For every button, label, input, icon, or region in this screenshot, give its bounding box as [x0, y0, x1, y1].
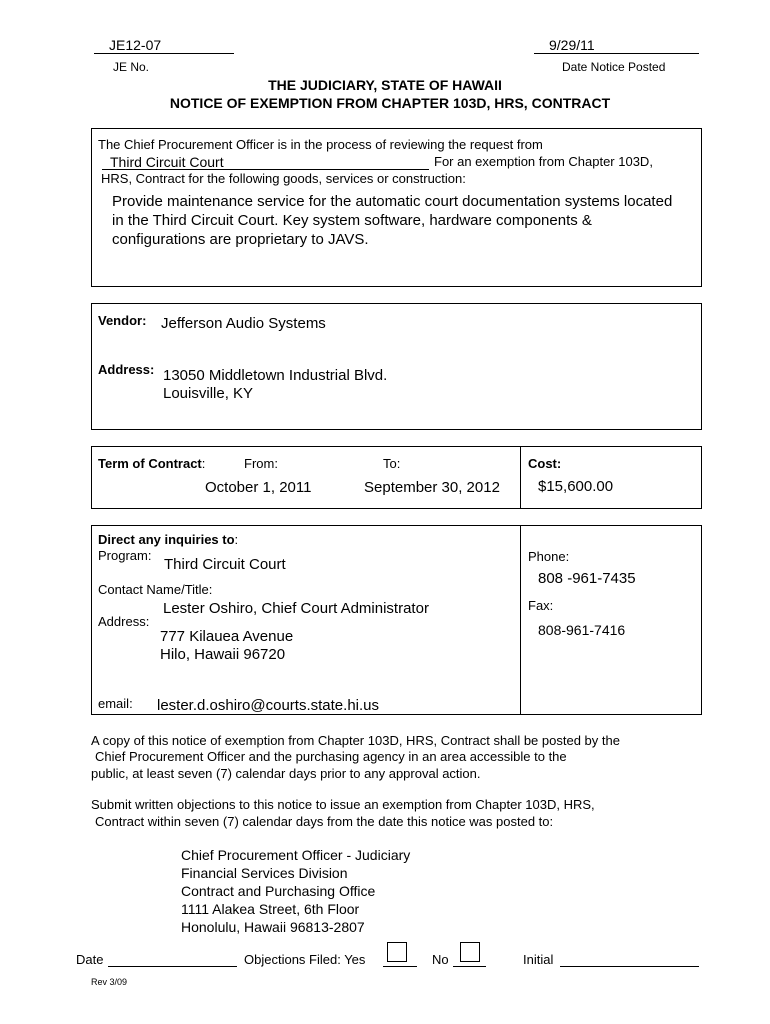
initial-field[interactable]	[560, 966, 699, 967]
je-no-underline	[94, 53, 234, 54]
from-date: October 1, 2011	[205, 479, 312, 496]
objections-yes-checkbox[interactable]	[387, 942, 407, 962]
notice-para1-line2: Chief Procurement Officer and the purchasing agency in an area accessible to the	[95, 749, 567, 764]
inquiry-address-line1: 777 Kilauea Avenue	[160, 628, 294, 645]
inquiries-box	[91, 525, 702, 715]
document-subtitle: NOTICE OF EXEMPTION FROM CHAPTER 103D, HRS, CONTRACT	[169, 95, 611, 111]
to-label: To:	[383, 456, 401, 471]
term-label: Term of Contract:	[98, 456, 206, 471]
initial-label: Initial	[523, 952, 554, 967]
from-label: From:	[244, 456, 278, 471]
fax-value: 808-961-7416	[538, 622, 626, 638]
cost-label: Cost:	[528, 456, 562, 471]
revision-note: Rev 3/09	[91, 977, 128, 987]
contact-value: Lester Oshiro, Chief Court Administrator	[163, 600, 429, 617]
objections-yes-underline	[383, 966, 417, 967]
recipient-line4: 1111 Alakea Street, 6th Floor	[181, 901, 360, 917]
vendor-label: Vendor:	[98, 313, 147, 328]
description-line2: in the Third Circuit Court. Key system software, hardware components &	[112, 212, 592, 229]
recipient-line3: Contract and Purchasing Office	[181, 883, 376, 899]
date-label: Date	[76, 952, 104, 967]
phone-label: Phone:	[528, 549, 570, 564]
request-intro: The Chief Procurement Officer is in the process of reviewing the request from	[98, 137, 543, 152]
requester-name: Third Circuit Court	[110, 154, 224, 170]
no-label: No	[432, 952, 449, 967]
phone-value: 808 -961-7435	[538, 570, 636, 587]
description-line1: Provide maintenance service for the automatic court documentation systems located	[112, 193, 673, 210]
date-posted-value: 9/29/11	[549, 37, 595, 53]
notice-para2-line2: Contract within seven (7) calendar days from the date this notice was posted to:	[95, 814, 554, 829]
notice-para1-line3: public, at least seven (7) calendar days prior to any approval action.	[91, 766, 481, 781]
objections-no-checkbox[interactable]	[460, 942, 480, 962]
to-date: September 30, 2012	[364, 479, 500, 496]
request-line2: HRS, Contract for the following goods, services or construction:	[101, 171, 466, 186]
inquiry-address-line2: Hilo, Hawaii 96720	[160, 646, 286, 663]
requester-underline	[102, 169, 429, 170]
inquiry-address-label: Address:	[98, 614, 150, 629]
exemption-text: For an exemption from Chapter 103D,	[434, 154, 653, 169]
je-no-value: JE12-07	[109, 37, 162, 53]
vendor-address-line1: 13050 Middletown Industrial Blvd.	[163, 367, 388, 384]
inquiries-divider	[520, 525, 521, 715]
notice-para2-line1: Submit written objections to this notice to issue an exemption from Chapter 103D, HRS,	[91, 797, 595, 812]
vendor-address-line2: Louisville, KY	[163, 385, 254, 402]
je-no-label: JE No.	[113, 60, 150, 74]
date-posted-underline	[534, 53, 699, 54]
recipient-line1: Chief Procurement Officer - Judiciary	[181, 847, 411, 863]
recipient-line5: Honolulu, Hawaii 96813-2807	[181, 919, 365, 935]
description-line3: configurations are proprietary to JAVS.	[112, 231, 369, 248]
objections-no-underline	[453, 966, 486, 967]
fax-label: Fax:	[528, 598, 554, 613]
document-title: THE JUDICIARY, STATE OF HAWAII	[268, 77, 502, 93]
program-value: Third Circuit Court	[164, 556, 286, 573]
recipient-line2: Financial Services Division	[181, 865, 348, 881]
contact-label: Contact Name/Title:	[98, 582, 213, 597]
date-field[interactable]	[108, 966, 237, 967]
notice-para1-line1: A copy of this notice of exemption from Chapter 103D, HRS, Contract shall be posted by the	[91, 733, 620, 748]
cost-value: $15,600.00	[538, 478, 614, 495]
objections-label: Objections Filed: Yes	[244, 952, 366, 967]
email-label: email:	[98, 696, 133, 711]
inquiries-heading: Direct any inquiries to:	[98, 532, 239, 547]
term-divider	[520, 446, 521, 509]
vendor-address-label: Address:	[98, 362, 155, 377]
program-label: Program:	[98, 548, 152, 563]
vendor-name: Jefferson Audio Systems	[161, 315, 326, 332]
email-value: lester.d.oshiro@courts.state.hi.us	[157, 697, 379, 714]
date-posted-label: Date Notice Posted	[562, 60, 666, 74]
